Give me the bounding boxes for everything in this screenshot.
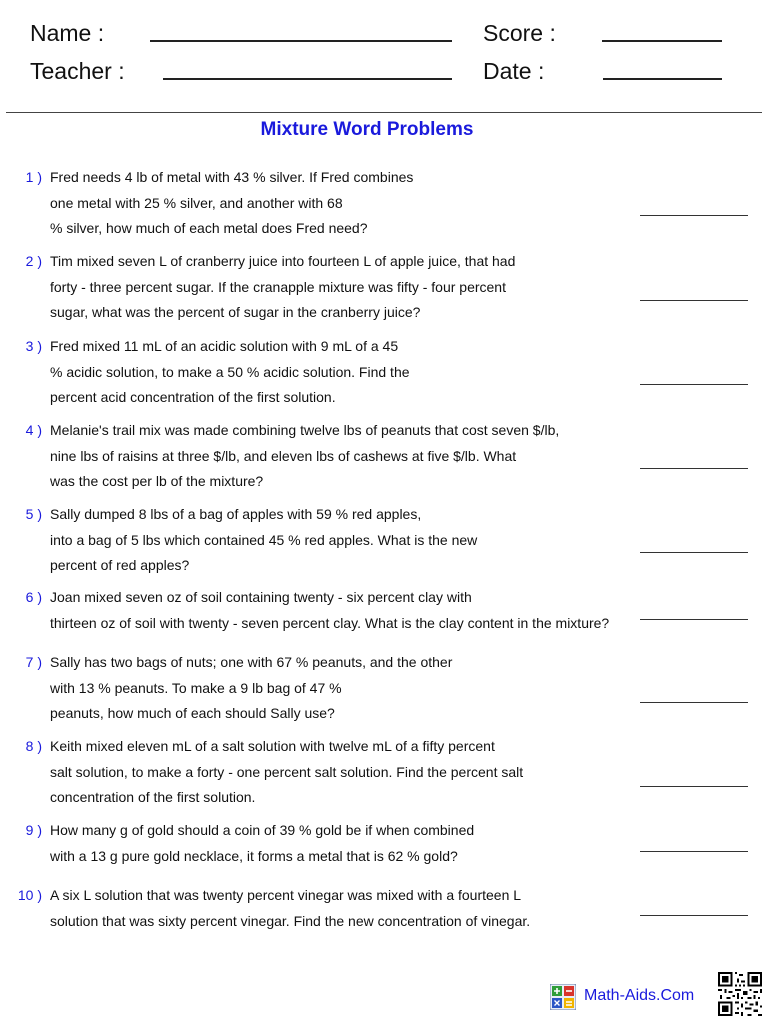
- problem-text-line: Fred needs 4 lb of metal with 43 % silver. If Fred combines: [50, 169, 414, 185]
- problem-text-line: Sally has two bags of nuts; one with 67 % peanuts, and the other: [50, 654, 453, 670]
- problem-text-line: with 13 % peanuts. To make a 9 lb bag of 47 %: [50, 679, 342, 696]
- problem-text-line: Joan mixed seven oz of soil containing twenty - six percent clay with: [50, 589, 472, 605]
- problem-text-line: nine lbs of raisins at three $/lb, and eleven lbs of cashews at five $/lb. What: [50, 447, 517, 464]
- date-field[interactable]: [603, 78, 722, 80]
- answer-line[interactable]: [640, 552, 748, 553]
- problem-text-line: percent of red apples?: [50, 557, 190, 573]
- problem-text-line: percent acid concentration of the first solution.: [50, 389, 336, 405]
- problem-text-line: Keith mixed eleven mL of a salt solution with twelve mL of a fifty percent: [50, 738, 495, 754]
- problem-text-line: sugar, what was the percent of sugar in the cranberry juice?: [50, 304, 421, 320]
- problem-number: 4 ): [25, 422, 42, 438]
- qr-code-icon: [718, 972, 762, 1016]
- problem-text-line: How many g of gold should a coin of 39 % gold be if when combined: [50, 822, 475, 838]
- problem-text-line: peanuts, how much of each should Sally use?: [50, 705, 335, 721]
- problem-text-line: thirteen oz of soil with twenty - seven percent clay. What is the clay content in the mixture?: [50, 614, 610, 631]
- date-label: Date :: [483, 58, 545, 84]
- problem-text-line: % acidic solution, to make a 50 % acidic solution. Find the: [50, 363, 410, 380]
- brand-link[interactable]: Math-Aids.Com: [584, 987, 695, 1004]
- problem-text-line: concentration of the first solution.: [50, 789, 256, 805]
- answer-line[interactable]: [640, 215, 748, 216]
- problem-text-line: Tim mixed seven L of cranberry juice into fourteen L of apple juice, that had: [50, 253, 516, 269]
- score-field[interactable]: [602, 40, 722, 42]
- problem-number: 9 ): [25, 822, 42, 838]
- problem-text-line: Sally dumped 8 lbs of a bag of apples with 59 % red apples,: [50, 506, 422, 522]
- problem-text-line: A six L solution that was twenty percent vinegar was mixed with a fourteen L: [50, 887, 522, 903]
- answer-line[interactable]: [640, 702, 748, 703]
- problem-number: 6 ): [25, 589, 42, 605]
- problem-number: 7 ): [25, 654, 42, 670]
- header-divider: [6, 112, 762, 113]
- name-field[interactable]: [150, 40, 452, 42]
- problem-number: 3 ): [25, 338, 42, 354]
- problem-text-line: salt solution, to make a forty - one percent salt solution. Find the percent salt: [50, 763, 524, 780]
- answer-line[interactable]: [640, 786, 748, 787]
- answer-line[interactable]: [640, 384, 748, 385]
- name-label: Name :: [30, 20, 105, 46]
- answer-line[interactable]: [640, 468, 748, 469]
- problem-text-line: was the cost per lb of the mixture?: [50, 473, 264, 489]
- problem-text-line: Melanie's trail mix was made combining twelve lbs of peanuts that cost seven $/lb,: [50, 422, 560, 438]
- answer-line[interactable]: [640, 300, 748, 301]
- problem-text-line: with a 13 g pure gold necklace, it forms a metal that is 62 % gold?: [50, 847, 458, 864]
- teacher-label: Teacher :: [30, 58, 125, 84]
- problem-number: 5 ): [25, 506, 42, 522]
- teacher-field[interactable]: [163, 78, 452, 80]
- problem-number: 2 ): [25, 253, 42, 269]
- answer-line[interactable]: [640, 619, 748, 620]
- calculator-icon: [550, 984, 576, 1010]
- problem-text-line: into a bag of 5 lbs which contained 45 % red apples. What is the new: [50, 531, 478, 548]
- problem-text-line: % silver, how much of each metal does Fred need?: [50, 220, 368, 236]
- problem-text-line: forty - three percent sugar. If the cranapple mixture was fifty - four percent: [50, 278, 506, 295]
- problem-number: 1 ): [25, 169, 42, 185]
- answer-line[interactable]: [640, 851, 748, 852]
- problem-text-line: one metal with 25 % silver, and another with 68: [50, 194, 343, 211]
- page-title: Mixture Word Problems: [260, 119, 474, 140]
- score-label: Score :: [483, 20, 556, 46]
- problem-text-line: solution that was sixty percent vinegar. Find the new concentration of vinegar.: [50, 912, 531, 929]
- problem-number: 10 ): [17, 887, 42, 903]
- problem-text-line: Fred mixed 11 mL of an acidic solution with 9 mL of a 45: [50, 338, 399, 354]
- answer-line[interactable]: [640, 915, 748, 916]
- problem-number: 8 ): [25, 738, 42, 754]
